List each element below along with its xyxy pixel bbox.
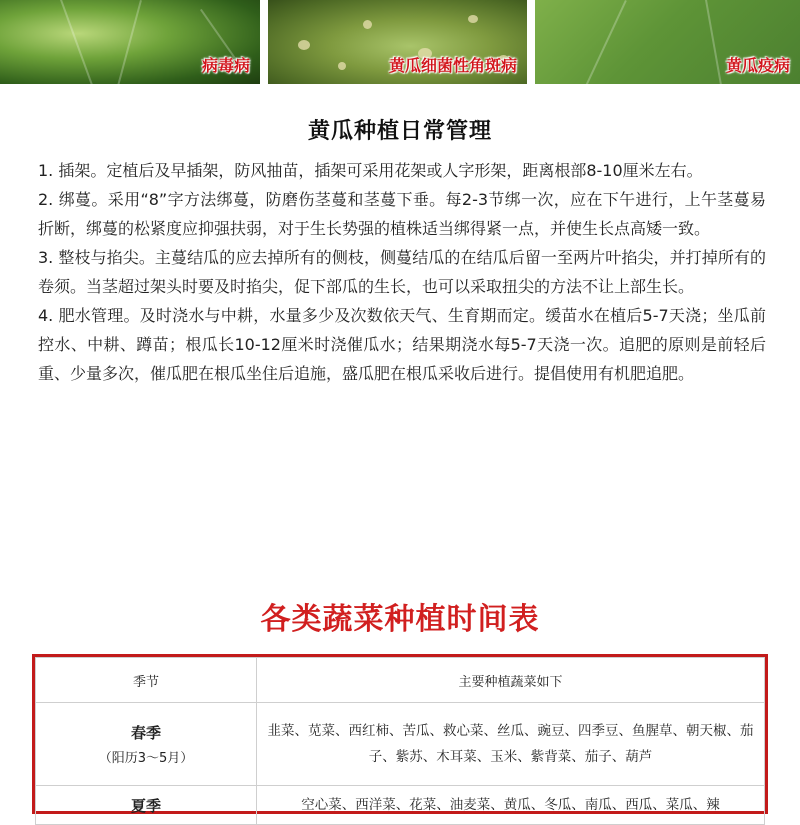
- schedule-table: [32, 654, 768, 814]
- photo-caption: 黄瓜细菌性角斑病: [388, 56, 517, 75]
- blight-photo: [535, 0, 800, 84]
- season-cell: [36, 703, 257, 786]
- photo-strip: [0, 0, 800, 88]
- schedule-title: 各类蔬菜种植时间表: [260, 602, 540, 637]
- paragraph-trellis: 1. 插架。定植后及早插架，防风抽苗，插架可采用花架或人字形架，距离根部8-10厘米左右。: [38, 161, 703, 180]
- season-name: 春季: [130, 724, 161, 742]
- table-header-row: [36, 658, 765, 703]
- paragraph-fertilizer-water: 4. 肥水管理。及时浇水与中耕，水量多少及次数依天气、生育期而定。缓苗水在植后5-7天浇；坐瓜前控水、中耕、蹲苗；根瓜长10-12厘米时浇催瓜水；结果期浇水每5-7天浇一次。追肥的原则是前轻后重、少量多次，催瓜肥在根瓜坐住后追施，盛瓜肥在根瓜采收后进行。提倡使用有机肥追肥。: [38, 306, 766, 383]
- paragraph-pruning: 3. 整枝与掐尖。主蔓结瓜的应去掉所有的侧枝，侧蔓结瓜的在结瓜后留一至两片叶掐尖，并打掉所有的卷须。当茎超过架头时要及时掐尖，促下部瓜的生长，也可以采取扭尖的方法不让上部生长。: [38, 248, 766, 296]
- vegetables-cell: 空心菜、西洋菜、花菜、油麦菜、黄瓜、冬瓜、南瓜、西瓜、菜瓜、辣: [257, 786, 765, 825]
- vegetables-cell: 韭菜、苋菜、西红柿、苦瓜、救心菜、丝瓜、豌豆、四季豆、鱼腥草、朝天椒、茄子、紫苏、木耳菜、玉米、紫背菜、茄子、葫芦: [257, 703, 765, 786]
- angular-leaf-spot-photo: [268, 0, 527, 84]
- season-cell: [36, 786, 257, 825]
- vegetables-header: 主要种植蔬菜如下: [257, 658, 765, 703]
- paragraph-tying-vines: 2. 绑蔓。采用“8”字方法绑蔓，防磨伤茎蔓和茎蔓下垂。每2-3节绑一次，应在下午进行，上午茎蔓易折断，绑蔓的松紧度应抑强扶弱，对于生长势强的植株适当绑得紧一点，并使生长点高矮一致。: [38, 190, 766, 238]
- table-row: [36, 786, 765, 825]
- photo-caption: 黄瓜疫病: [725, 56, 790, 75]
- virus-disease-photo: [0, 0, 260, 84]
- article-body: [38, 156, 766, 388]
- season-name: 夏季: [130, 796, 161, 815]
- photo-caption: 病毒病: [201, 56, 250, 75]
- season-range: （阳历3～5月）: [98, 751, 194, 766]
- season-header: 季节: [36, 658, 257, 703]
- table-row: [36, 703, 765, 786]
- article-title: 黄瓜种植日常管理: [307, 119, 492, 144]
